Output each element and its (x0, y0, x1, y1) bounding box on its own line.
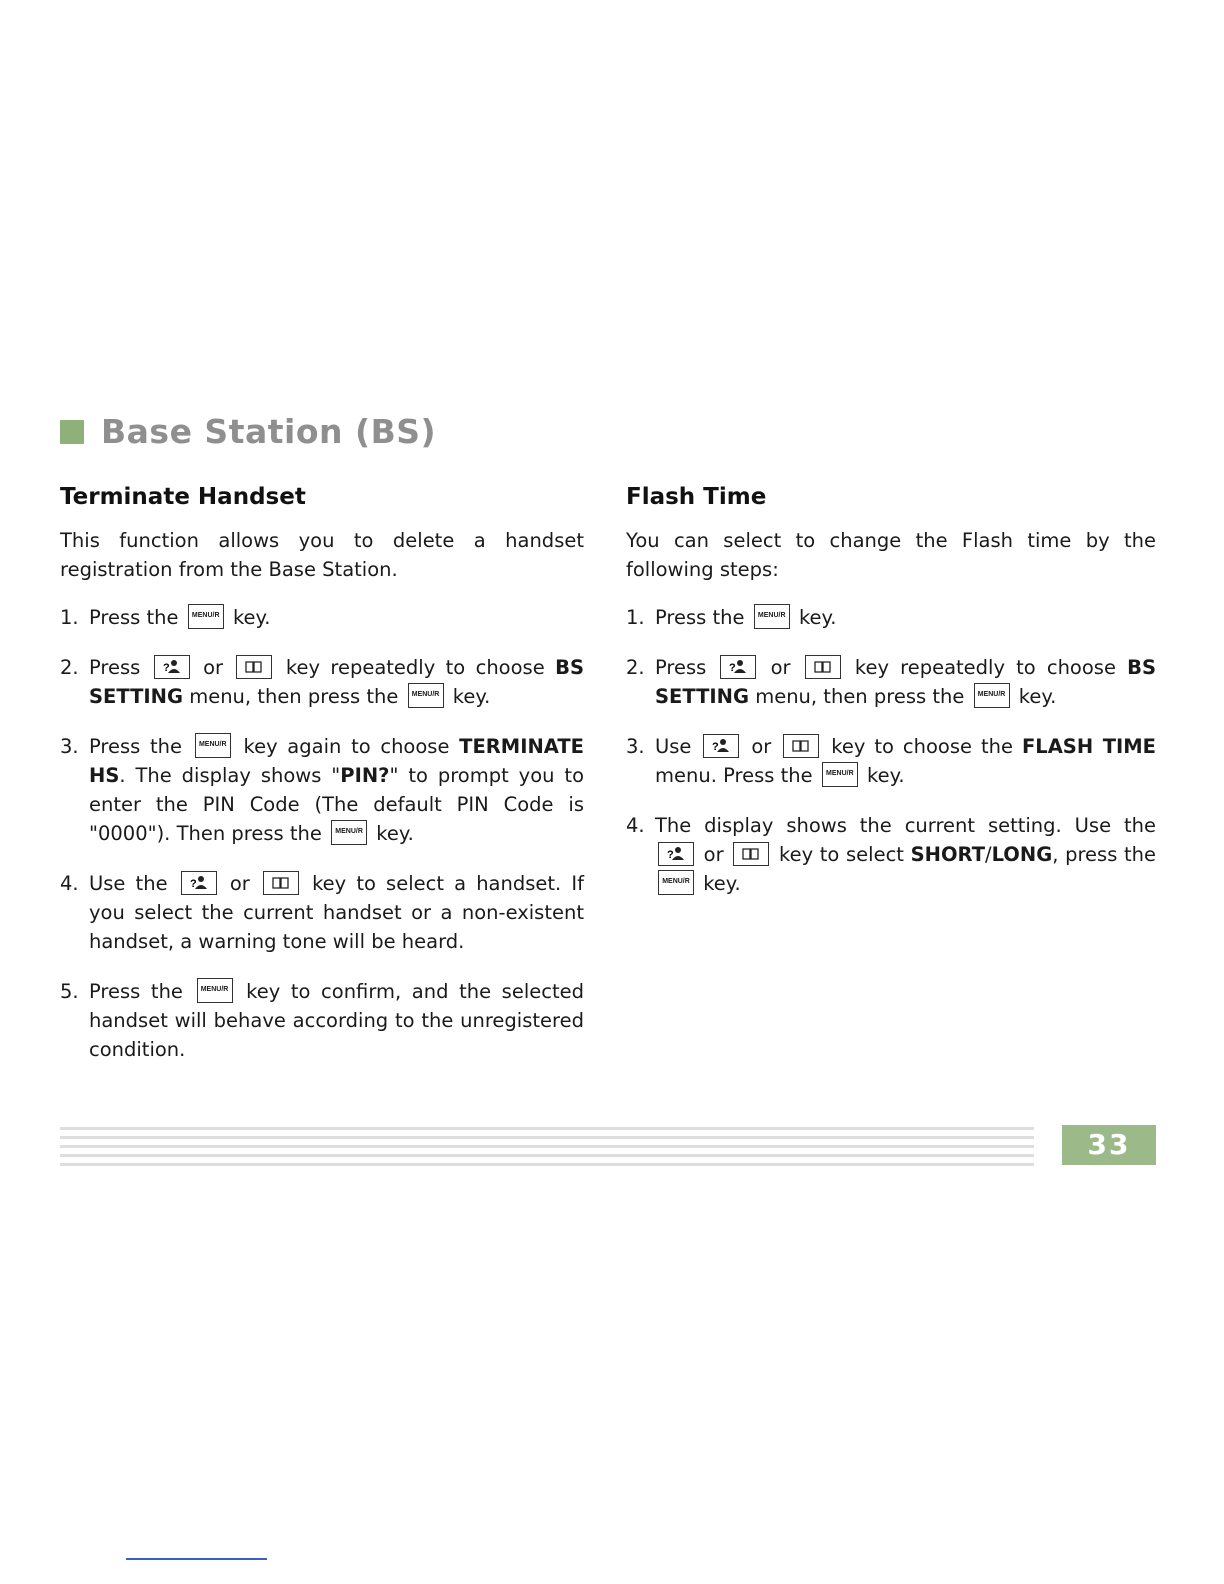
menu-key-icon: MENU/R (974, 683, 1010, 708)
flash-time-intro: You can select to change the Flash time by the following steps: (626, 529, 1156, 581)
page-number: 33 (1062, 1125, 1156, 1165)
bottom-underline (126, 1558, 267, 1560)
menu-key-icon: MENU/R (408, 683, 444, 708)
list-item: 3. Use ? or key to choose the FLASH TIME menu. Press the MENU/R key. (626, 735, 1156, 787)
section-title: Base Station (BS) (101, 412, 437, 451)
phonebook-key-icon (733, 842, 769, 866)
list-item: 3. Press the MENU/R key again to choose TERMINATE HS. The display shows "PIN?" to prompt you to enter the PIN Code (The default PIN Code is "0000"). Then press the MENU/R key. (60, 735, 584, 845)
svg-text:?: ? (729, 661, 737, 674)
menu-key-icon: MENU/R (197, 978, 233, 1003)
svg-text:?: ? (189, 877, 197, 890)
terminate-handset-intro: This function allows you to delete a handset registration from the Base Station. (60, 529, 584, 581)
footer-rule (60, 1127, 1034, 1172)
svg-text:?: ? (712, 740, 720, 753)
contact-key-icon (154, 655, 190, 679)
contact-key-icon (703, 734, 739, 758)
list-item: 2. Press ? or key repeatedly to choose BS SETTING menu, then press the MENU/R key. (626, 656, 1157, 708)
contact-key-icon (181, 871, 217, 895)
flash-time-column (626, 484, 1156, 919)
flash-time-steps (626, 603, 1156, 898)
phonebook-key-icon (263, 871, 299, 895)
terminate-handset-steps (60, 603, 584, 1064)
svg-text:?: ? (162, 661, 170, 674)
menu-key-icon: MENU/R (331, 820, 367, 845)
menu-key-icon: MENU/R (195, 733, 231, 758)
list-item: 2. Press ? or key repeatedly to choose BS SETTING menu, then press the MENU/R key. (60, 656, 585, 708)
contact-key-icon (658, 842, 694, 866)
contact-key-icon (720, 655, 756, 679)
svg-text:?: ? (667, 848, 674, 861)
section-marker-icon (60, 420, 84, 444)
terminate-handset-heading: Terminate Handset (60, 484, 306, 510)
phonebook-key-icon (236, 655, 272, 679)
list-item: 1. Press the MENU/R key. (626, 606, 837, 629)
menu-key-icon: MENU/R (754, 604, 790, 629)
list-item: 4. The display shows the current setting. Use the ? or key to select SHORT/LONG, press the MENU/R key. (626, 814, 1157, 895)
menu-key-icon: MENU/R (188, 604, 224, 629)
phonebook-key-icon (805, 655, 841, 679)
flash-time-heading: Flash Time (626, 484, 767, 510)
list-item: 1. Press the MENU/R key. (60, 606, 271, 629)
terminate-handset-column (60, 484, 584, 1085)
section-header (60, 412, 436, 451)
menu-key-icon: MENU/R (822, 762, 858, 787)
menu-key-icon: MENU/R (658, 870, 694, 895)
list-item: 4. Use the ? or key to select a handset. If you select the current handset or a non-existent handset, a warning tone will be heard. (60, 872, 584, 953)
list-item: 5. Press the MENU/R key to confirm, and the selected handset will behave according to the unregistered condition. (60, 980, 584, 1061)
phonebook-key-icon (783, 734, 819, 758)
